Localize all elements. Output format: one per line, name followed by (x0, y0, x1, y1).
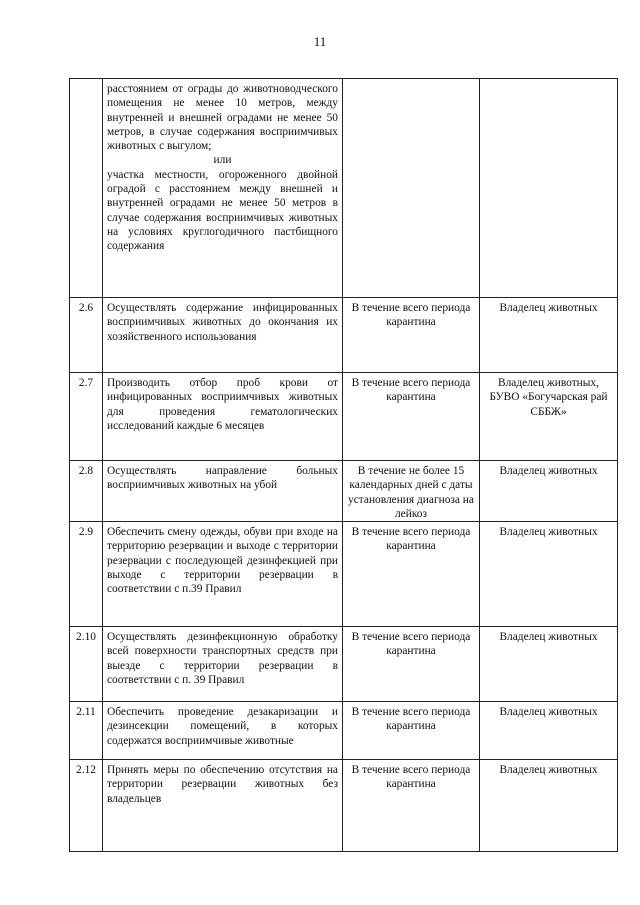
responsible-text: Владелец животных, БУВО «Богучарская рай СББЖ» (480, 373, 618, 461)
term-text: В течение всего периода карантина (343, 373, 480, 461)
term-text: В течение всего периода карантина (343, 627, 480, 702)
responsible-text: Владелец животных (480, 522, 618, 627)
responsible-text: Владелец животных (480, 760, 618, 852)
action-text: участка местности, огороженного двойной оградой с расстоянием между внешней и внутренней оградами не менее 50 метров в случае содержания восприимчивых животных на условиях круглогодичного пастбищного содержания (107, 168, 338, 253)
table-row-2-7 (70, 373, 618, 461)
responsible-cell (480, 79, 618, 298)
term-text: В течение всего периода карантина (343, 760, 480, 852)
row-number: 2.11 (70, 702, 103, 760)
table-row-2-11 (70, 702, 618, 760)
responsible-text: Владелец животных (480, 627, 618, 702)
table-row-2-8 (70, 461, 618, 522)
table-row-2-9 (70, 522, 618, 627)
term-text: В течение не более 15 календарных дней с даты установления диагноза на лейкоз (343, 461, 480, 522)
term-text: В течение всего периода карантина (343, 298, 480, 373)
action-text: Осуществлять содержание инфицированных восприимчивых животных до окончания их хозяйственного использования (103, 298, 343, 373)
action-text: Принять меры по обеспечению отсутствия на территории резервации животных без владельцев (103, 760, 343, 852)
term-text: В течение всего периода карантина (343, 522, 480, 627)
action-text: Обеспечить смену одежды, обуви при входе на территорию резервации и выходе с территории резервации с последующей дезинфекцией при выходе с территории резервации в соответствии с п.39 Правил (103, 522, 343, 627)
row-number: 2.7 (70, 373, 103, 461)
table-row-continuation (70, 79, 618, 298)
responsible-text: Владелец животных (480, 461, 618, 522)
row-number: 2.6 (70, 298, 103, 373)
row-number: 2.8 (70, 461, 103, 522)
row-number-cell (70, 79, 103, 298)
table-row-2-12 (70, 760, 618, 852)
responsible-text: Владелец животных (480, 298, 618, 373)
action-cell (103, 79, 343, 298)
action-text-or: или (213, 154, 232, 167)
action-text: расстоянием от ограды до животноводческого помещения не менее 10 метров, между внутренней и внешней оградами не менее 50 метров, в случае содержания восприимчивых животных с выгулом; (107, 83, 338, 153)
table-row-2-6 (70, 298, 618, 373)
action-text: Обеспечить проведение дезакаризации и дезинсекции помещений, в которых содержатся восприимчивые животные (103, 702, 343, 760)
term-cell (343, 79, 480, 298)
table-row-2-10 (70, 627, 618, 702)
action-text: Осуществлять дезинфекционную обработку всей поверхности транспортных средств при выезде с территории резервации в соответствии с п. 39 Правил (103, 627, 343, 702)
action-text: Производить отбор проб крови от инфицированных восприимчивых животных для проведения гематологических исследований каждые 6 месяцев (103, 373, 343, 461)
row-number: 2.10 (70, 627, 103, 702)
term-text: В течение всего периода карантина (343, 702, 480, 760)
action-text: Осуществлять направление больных восприимчивых животных на убой (103, 461, 343, 522)
page-number: 11 (313, 34, 327, 49)
measures-table (69, 78, 618, 852)
responsible-text: Владелец животных (480, 702, 618, 760)
row-number: 2.9 (70, 522, 103, 627)
row-number: 2.12 (70, 760, 103, 852)
